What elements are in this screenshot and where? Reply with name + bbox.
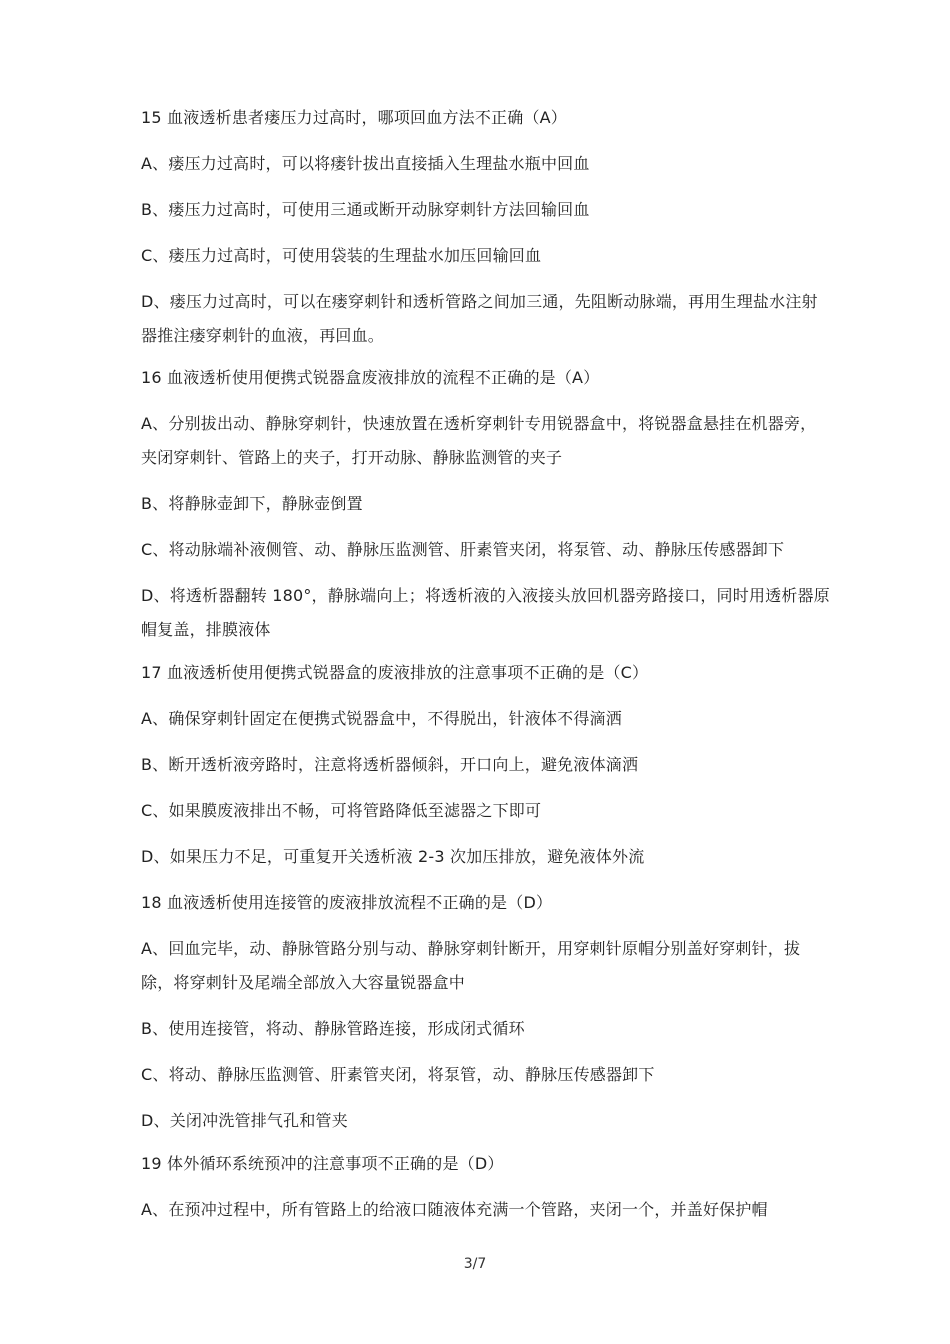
question-15 (141, 101, 831, 353)
option-b: B、瘘压力过高时，可使用三通或断开动脉穿刺针方法回输回血 (141, 200, 590, 219)
question-title: 18 血液透析使用连接管的废液排放流程不正确的是（D） (141, 893, 553, 912)
option-a: A、确保穿刺针固定在便携式锐器盒中，不得脱出，针液体不得滴洒 (141, 709, 622, 728)
option-c: C、如果膜废液排出不畅，可将管路降低至滤器之下即可 (141, 801, 542, 820)
option-d: D、瘘压力过高时，可以在瘘穿刺针和透析管路之间加三通，先阻断动脉端，再用生理盐水注射器推注瘘穿刺针的血液，再回血。 (141, 292, 818, 345)
option-b: B、使用连接管，将动、静脉管路连接，形成闭式循环 (141, 1019, 525, 1038)
question-19 (141, 1147, 831, 1227)
option-c: C、将动脉端补液侧管、动、静脉压监测管、肝素管夹闭，将泵管、动、静脉压传感器卸下 (141, 540, 785, 559)
question-18 (141, 886, 831, 1138)
page-number: 3/7 (463, 1256, 487, 1272)
question-title: 15 血液透析患者瘘压力过高时，哪项回血方法不正确（A） (141, 108, 567, 127)
option-a: A、回血完毕，动、静脉管路分别与动、静脉穿刺针断开，用穿刺针原帽分别盖好穿刺针，拔除，将穿刺针及尾端全部放入大容量锐器盒中 (141, 939, 801, 992)
option-b: B、断开透析液旁路时，注意将透析器倾斜，开口向上，避免液体滴洒 (141, 755, 639, 774)
option-b: B、将静脉壶卸下，静脉壶倒置 (141, 494, 363, 513)
option-d: D、如果压力不足，可重复开关透析液 2-3 次加压排放，避免液体外流 (141, 847, 645, 866)
option-d: D、关闭冲洗管排气孔和管夹 (141, 1111, 348, 1130)
option-c: C、瘘压力过高时，可使用袋装的生理盐水加压回输回血 (141, 246, 542, 265)
question-title: 17 血液透析使用便携式锐器盒的废液排放的注意事项不正确的是（C） (141, 663, 649, 682)
question-title: 16 血液透析使用便携式锐器盒废液排放的流程不正确的是（A） (141, 368, 600, 387)
question-title: 19 体外循环系统预冲的注意事项不正确的是（D） (141, 1154, 504, 1173)
question-16 (141, 361, 831, 647)
question-17 (141, 656, 831, 874)
option-a: A、瘘压力过高时，可以将瘘针拔出直接插入生理盐水瓶中回血 (141, 154, 590, 173)
option-a: A、在预冲过程中，所有管路上的给液口随液体充满一个管路，夹闭一个，并盖好保护帽 (141, 1200, 768, 1219)
option-c: C、将动、静脉压监测管、肝素管夹闭，将泵管，动、静脉压传感器卸下 (141, 1065, 655, 1084)
option-d: D、将透析器翻转 180°，静脉端向上；将透析液的入液接头放回机器旁路接口，同时用透析器原帽复盖，排膜液体 (141, 586, 830, 639)
option-a: A、分别拔出动、静脉穿刺针，快速放置在透析穿刺针专用锐器盒中，将锐器盒悬挂在机器旁，夹闭穿刺针、管路上的夹子，打开动脉、静脉监测管的夹子 (141, 414, 817, 467)
